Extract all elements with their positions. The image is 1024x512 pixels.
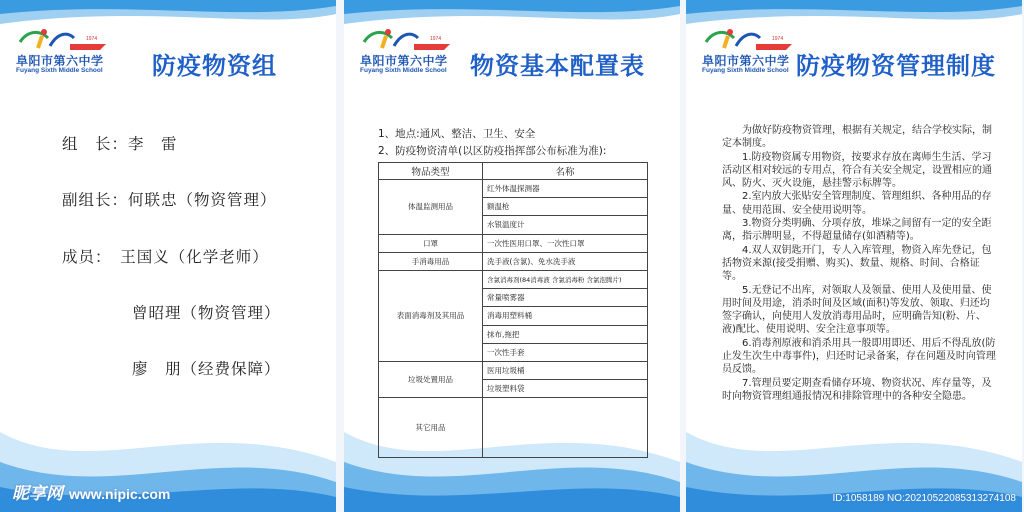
- school-logo: [358, 26, 470, 78]
- supplies-list-line: 2、防疫物资清单(以区防疫指挥部公布标准为准):: [378, 145, 607, 157]
- supplies-table: [378, 162, 648, 458]
- category-cell: 垃圾处置用品: [379, 361, 483, 397]
- category-cell: 体温监测用品: [379, 180, 483, 235]
- header-category: 物品类型: [379, 163, 483, 180]
- school-name-en: Fuyang Sixth Middle School: [360, 67, 447, 74]
- table-row: [379, 398, 648, 458]
- category-cell: 手消毒用品: [379, 252, 483, 270]
- member-1: 成员： 王国义（化学老师）: [62, 248, 269, 266]
- logo-year: 1974: [430, 36, 442, 42]
- rules-paragraph: 为做好防疫物资管理，根据有关规定，结合学校实际，制定本制度。: [722, 125, 992, 150]
- item-cell: 一次性手套: [483, 343, 648, 361]
- school-name-en: Fuyang Sixth Middle School: [16, 67, 103, 74]
- school-name-en: Fuyang Sixth Middle School: [702, 67, 789, 74]
- item-cell: 红外体温探测器: [483, 180, 648, 198]
- logo-year: 1974: [772, 36, 784, 42]
- rules-paragraph: 7.管理员要定期查看储存环境、物资状况、库存量等，及时向物资管理组通报情况和排除管理中的各种安全隐患。: [722, 377, 992, 402]
- category-cell: 口罩: [379, 234, 483, 252]
- table-row: [379, 252, 648, 270]
- member-2: 曾昭理（物资管理）: [132, 304, 281, 322]
- member-leader: 组 长：李 雷: [62, 135, 178, 153]
- watermark-brand: 昵享网 www.nipic.com: [12, 484, 171, 503]
- table-row: [379, 234, 648, 252]
- panel-management-rules: [686, 0, 1022, 512]
- rules-text: [722, 124, 998, 403]
- school-name-cn: 阜阳市第六中学: [16, 54, 104, 68]
- table-row: [379, 180, 648, 198]
- item-cell: 医用垃圾桶: [483, 361, 648, 379]
- item-cell: 抹布,拖把: [483, 325, 648, 343]
- rules-paragraph: 2.室内放大张贴安全管理制度、管理组织、各种用品的存量、使用范围、安全使用说明等。: [722, 191, 992, 216]
- school-logo: [14, 26, 126, 78]
- panel-supplies-group: [0, 0, 336, 512]
- item-cell: 含氯消毒剂(84消毒液 含氯消毒粉 含氯泡腾片): [483, 270, 648, 288]
- table-row: [379, 270, 648, 288]
- school-name-cn: 阜阳市第六中学: [702, 54, 790, 68]
- rules-paragraph: 4.双人双钥匙开门，专人入库管理，物资入库先登记，包括物资来源(接受捐赠、购买)、数量、规格、时间、合格证等。: [722, 244, 992, 283]
- category-cell: 其它用品: [379, 398, 483, 458]
- rules-paragraph: 6.消毒剂原液和消杀用具一般即用即还、用后不得乱放(防止发生次生中毒事件)，归还时记录备案，存在问题及时向管理员反馈。: [722, 337, 996, 376]
- panel-title: 物资基本配置表: [470, 52, 645, 80]
- item-cell: 水银温度计: [483, 216, 648, 234]
- rules-paragraph: 3.物资分类明确、分项存放，堆垛之间留有一定的安全距离，指示牌明显，不得超量储存(如酒精等)。: [722, 218, 992, 243]
- watermark-id: ID:1058189 NO:20210522085313274108: [832, 493, 1016, 504]
- item-cell: 常量喷雾器: [483, 289, 648, 307]
- item-cell: 额温枪: [483, 198, 648, 216]
- item-cell: 一次性医用口罩、一次性口罩: [483, 234, 648, 252]
- panel-supplies-config: [344, 0, 680, 512]
- panel-title: 防疫物资管理制度: [796, 52, 996, 80]
- panel-title: 防疫物资组: [152, 52, 277, 80]
- rules-paragraph: 1.防疫物资属专用物资，按要求存放在离师生生活、学习活动区相对较远的专用点，符合有关安全规定，设置相应的通风、防火、灭火设施，悬挂警示标牌等。: [722, 151, 992, 190]
- table-row: [379, 361, 648, 379]
- member-deputy: 副组长：何联忠（物资管理）: [62, 191, 277, 209]
- category-cell: 表面消毒剂及其用品: [379, 270, 483, 361]
- item-cell: 垃圾塑料袋: [483, 380, 648, 398]
- member-3: 廖 朋（经费保障）: [132, 360, 281, 378]
- logo-year: 1974: [86, 36, 98, 42]
- rules-paragraph: 5.无登记不出库，对领取人及领量、使用人及使用量、使用时间及用途，消杀时间及区域(面积)等发放、领取、归还均签字确认，向使用人发放消毒用品时，应明确告知(粉、片、液)配比、使用说明、安全注意事项等。: [722, 284, 992, 336]
- item-cell-empty: [483, 398, 648, 458]
- item-cell: 洗手液(含氯)、免水洗手液: [483, 252, 648, 270]
- item-cell: 消毒用塑料桶: [483, 307, 648, 325]
- header-name: 名称: [483, 163, 648, 180]
- location-line: 1、地点:通风、整洁、卫生、安全: [378, 128, 536, 140]
- school-name-cn: 阜阳市第六中学: [360, 54, 448, 68]
- table-header-row: [379, 163, 648, 180]
